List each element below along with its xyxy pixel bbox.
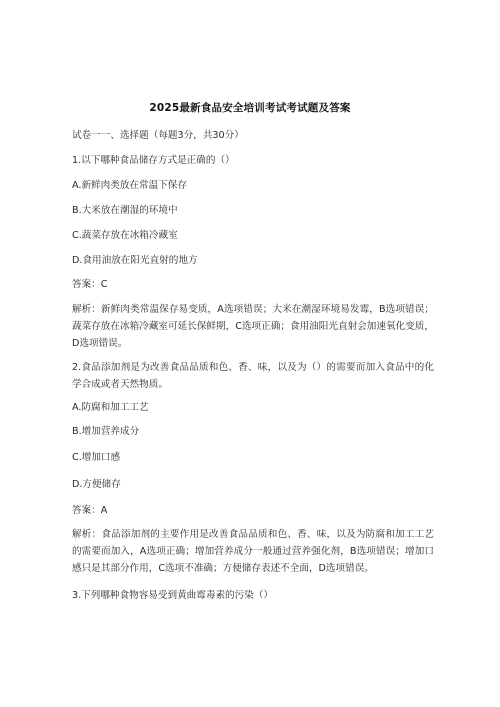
question-1-option-c: C.蔬菜存放在冰箱冷藏室 xyxy=(72,230,178,241)
question-1-stem: 1.以下哪种食品储存方式是正确的（） xyxy=(72,155,235,166)
question-1-analysis: 解析：新鲜肉类常温保存易变质，A选项错误；大米在潮湿环境易发霉，B选项错误；蔬菜存放在冰箱冷藏室可延长保鲜期，C选项正确；食用油阳光直射会加速氧化变质，D选项错误。 xyxy=(72,304,434,349)
question-1-option-b: B.大米放在潮湿的环境中 xyxy=(72,205,178,216)
question-1-answer: 答案：C xyxy=(72,279,108,290)
section-heading: 试卷一一、选择题（每题3分，共30分） xyxy=(72,130,244,141)
question-2-option-a: A.防腐和加工工艺 xyxy=(72,402,149,413)
question-2-answer: 答案：A xyxy=(72,505,108,516)
question-1-option-d: D.食用油放在阳光直射的地方 xyxy=(72,255,198,266)
question-2-analysis: 解析：食品添加剂的主要作用是改善食品品质和色、香、味，以及为防腐和加工工艺的需要而加入，A选项正确；增加营养成分一般通过营养强化剂，B选项错误；增加口感只是其部分作用，C选项不准确；方便储存表述不全面，D选项错误。 xyxy=(72,529,434,574)
question-2-stem: 2.食品添加剂是为改善食品品质和色、香、味，以及为（）的需要而加入食品中的化学合成或者天然物质。 xyxy=(72,362,434,390)
question-2-option-c: C.增加口感 xyxy=(72,452,121,463)
question-3-stem: 3.下列哪种食物容易受到黄曲霉毒素的污染（） xyxy=(72,590,274,601)
question-2-option-b: B.增加营养成分 xyxy=(72,426,140,437)
question-2-option-d: D.方便储存 xyxy=(72,479,121,490)
question-1-option-a: A.新鲜肉类放在常温下保存 xyxy=(72,180,187,191)
document-title: 2025最新食品安全培训考试考试题及答案 xyxy=(149,102,351,114)
